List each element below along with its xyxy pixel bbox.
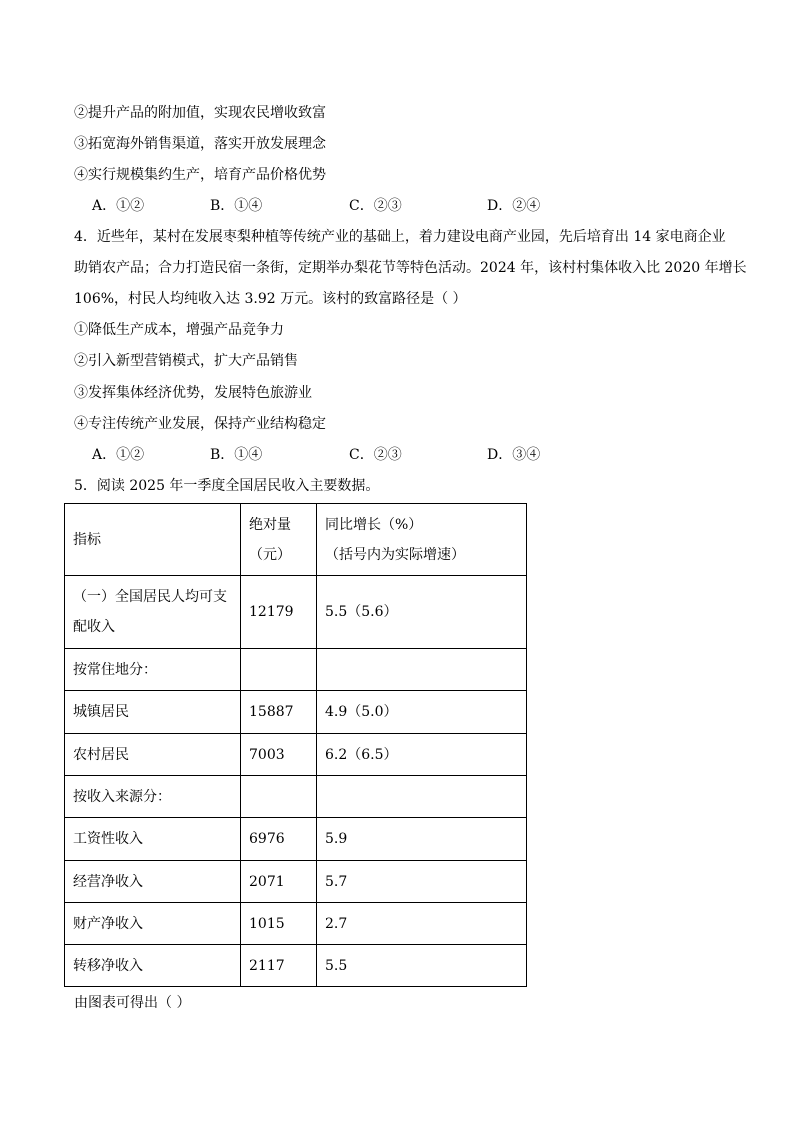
header-growth-line-1: 同比增长（%） [325,516,423,533]
row-growth [317,649,527,691]
row-label-line-1: （一）全国居民人均可支 [73,589,227,605]
income-data-table [64,503,527,987]
row-growth: 2.7 [317,903,527,945]
row-growth: 5.7 [317,861,527,903]
q4-statement-1: ①降低生产成本，增强产品竞争力 [74,322,284,338]
q3-statement-2: ②提升产品的附加值，实现农民增收致富 [74,105,326,121]
q5-prompt: 由图表可得出（ ） [74,995,191,1011]
row-value: 2071 [241,861,317,903]
row-label: 城镇居民 [65,691,241,734]
table-row [65,734,527,776]
header-absolute [241,504,317,576]
row-value: 1015 [241,903,317,945]
q4-stem-line-2: 助销农产品；合力打造民宿一条街，定期举办梨花节等特色活动。2024 年，该村村集体收入比 2020 年增长 [74,260,747,276]
row-growth: 5.5（5.6） [317,576,527,649]
row-label-line-2: 配收入 [73,619,115,635]
row-growth: 5.5 [317,945,527,987]
row-label: 工资性收入 [65,818,241,861]
row-label: 按收入来源分： [65,776,241,818]
row-growth [317,776,527,818]
table-row [65,576,527,649]
q4-option-d[interactable]: D．③④ [487,447,541,463]
q4-option-c[interactable]: C．②③ [349,447,402,463]
row-value [241,776,317,818]
table-row [65,945,527,987]
q3-statement-4: ④实行规模集约生产，培育产品价格优势 [74,167,326,183]
table-header-row [65,504,527,576]
header-growth [317,504,527,576]
row-value: 12179 [241,576,317,649]
header-absolute-line-1: 绝对量 [249,516,291,533]
q4-option-b[interactable]: B．①④ [210,447,263,463]
row-value: 2117 [241,945,317,987]
q3-option-d[interactable]: D．②④ [487,198,541,214]
q3-statement-3: ③拓宽海外销售渠道，落实开放发展理念 [74,136,326,152]
row-growth: 5.9 [317,818,527,861]
table-row [65,861,527,903]
q4-statement-2: ②引入新型营销模式，扩大产品销售 [74,353,298,369]
row-growth: 4.9（5.0） [317,691,527,734]
header-indicator: 指标 [65,504,241,576]
row-value [241,649,317,691]
q3-option-b[interactable]: B．①④ [210,198,263,214]
row-label: 按常住地分： [65,649,241,691]
row-value: 7003 [241,734,317,776]
q4-statement-3: ③发挥集体经济优势，发展特色旅游业 [74,385,312,401]
q3-option-c[interactable]: C．②③ [349,198,402,214]
q3-option-a[interactable]: A．①② [92,198,145,214]
table-row [65,903,527,945]
q4-stem-line-3: 106%，村民人均纯收入达 3.92 万元。该村的致富路径是（ ） [74,291,467,307]
row-label: 农村居民 [65,734,241,776]
row-label [65,576,241,649]
header-absolute-line-2: （元） [249,546,291,563]
table-row [65,691,527,734]
q5-stem: 5．阅读 2025 年一季度全国居民收入主要数据。 [74,478,380,494]
q4-statement-4: ④专注传统产业发展，保持产业结构稳定 [74,416,326,432]
row-label: 转移净收入 [65,945,241,987]
table-row [65,776,527,818]
row-value: 6976 [241,818,317,861]
row-growth: 6.2（6.5） [317,734,527,776]
q4-option-a[interactable]: A．①② [92,447,145,463]
table-row [65,649,527,691]
row-value: 15887 [241,691,317,734]
header-growth-line-2: （括号内为实际增速） [325,546,465,563]
table-row [65,818,527,861]
q4-stem-line-1: 4．近些年，某村在发展枣梨种植等传统产业的基础上，着力建设电商产业园，先后培育出 14 家电商企业 [74,229,726,245]
row-label: 财产净收入 [65,903,241,945]
row-label: 经营净收入 [65,861,241,903]
